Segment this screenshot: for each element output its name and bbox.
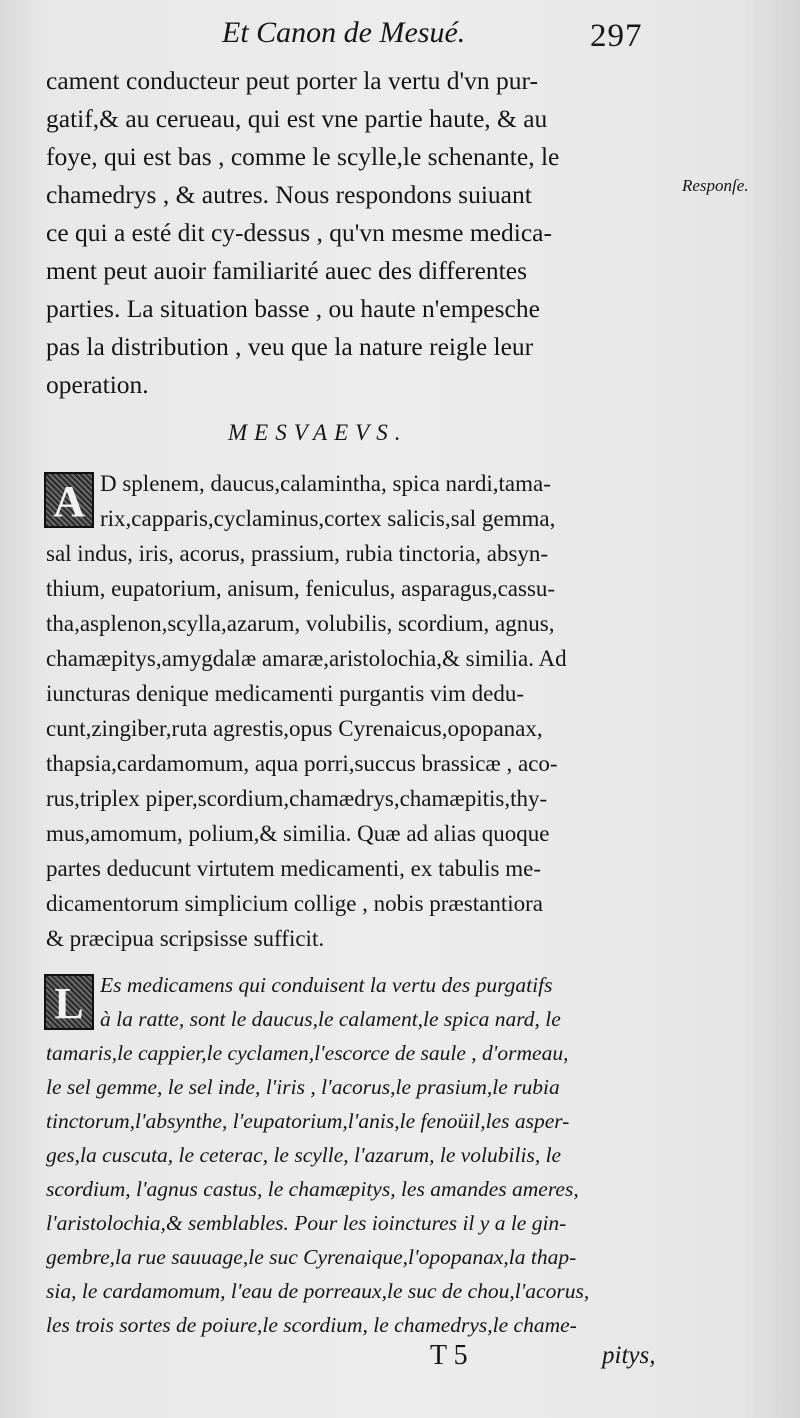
text-line: tha,asplenon,scylla,azarum, volubilis, scordium, agnus,: [46, 611, 555, 636]
page-number: 297: [590, 18, 643, 54]
text-line: chamedrys , & autres. Nous respondons suiuant: [46, 180, 532, 209]
text-line: sia, le cardamomum, l'eau de porreaux,le suc de chou,l'acorus,: [46, 1279, 590, 1303]
text-line: rix,capparis,cyclaminus,cortex salicis,sal gemma,: [100, 506, 556, 531]
text-line: gembre,la rue sauuage,le suc Cyrenaique,l'opopanax,la thap-: [46, 1245, 577, 1269]
decorated-initial: A: [44, 472, 94, 528]
text-line: parties. La situation basse , ou haute n'empesche: [46, 294, 540, 323]
running-title: Et Canon de Mesué.: [222, 16, 466, 49]
text-line: ce qui a esté dit cy-dessus , qu'vn mesme medica-: [46, 218, 552, 247]
running-head: [0, 10, 800, 60]
text-line: ges,la cuscuta, le ceterac, le scylle, l'azarum, le volubilis, le: [46, 1143, 562, 1167]
text-line: & præcipua scripsisse sufficit.: [46, 926, 325, 951]
text-line: chamæpitys,amygdalæ amaræ,aristolochia,& similia. Ad: [46, 646, 567, 671]
decorated-initial: L: [44, 974, 94, 1030]
latin-paragraph: [46, 466, 672, 956]
text-line: gatif,& au cerueau, qui est vne partie haute, & au: [46, 104, 548, 133]
page-footer: [0, 1340, 800, 1390]
text-line: tamaris,le cappier,le cyclamen,l'escorce de saule , d'ormeau,: [46, 1041, 569, 1065]
text-line: mus,amomum, polium,& similia. Quæ ad alias quoque: [46, 821, 550, 846]
text-line: operation.: [46, 370, 149, 399]
text-line: les trois sortes de poiure,le scordium, le chamedrys,le chame-: [46, 1313, 577, 1337]
text-line: scordium, l'agnus castus, le chamæpitys, les amandes ameres,: [46, 1177, 579, 1201]
text-line: cament conducteur peut porter la vertu d'vn pur-: [46, 66, 538, 95]
text-line: thium, eupatorium, anisum, feniculus, asparagus,cassu-: [46, 576, 556, 601]
text-line: à la ratte, sont le daucus,le calament,le spica nard, le: [100, 1007, 561, 1031]
text-line: sal indus, iris, acorus, prassium, rubia tinctoria, absyn-: [46, 541, 549, 566]
text-line: foye, qui est bas , comme le scylle,le schenante, le: [46, 142, 560, 171]
text-line: D splenem, daucus,calamintha, spica nardi,tama-: [100, 471, 551, 496]
text-line: dicamentorum simplicium collige , nobis præstantiora: [46, 891, 543, 916]
text-line: Es medicamens qui conduisent la vertu des purgatifs: [100, 973, 553, 997]
text-line: partes deducunt virtutem medicamenti, ex tabulis me-: [46, 856, 541, 881]
signature-mark: T 5: [430, 1340, 468, 1371]
text-line: tinctorum,l'absynthe, l'eupatorium,l'anis,le fenoüil,les asper-: [46, 1109, 570, 1133]
text-line: pas la distribution , veu que la nature reigle leur: [46, 332, 534, 361]
section-heading: MESVAEVS.: [228, 420, 408, 445]
text-line: iuncturas denique medicamenti purgantis vim dedu-: [46, 681, 524, 706]
text-line: le sel gemme, le sel inde, l'iris , l'acorus,le prasium,le rubia: [46, 1075, 560, 1099]
text-line: cunt,zingiber,ruta agrestis,opus Cyrenaicus,opopanax,: [46, 716, 543, 741]
text-line: l'aristolochia,& semblables. Pour les ioinctures il y a le gin-: [46, 1211, 567, 1235]
margin-note: Responſe.: [682, 176, 749, 195]
french-translation: [46, 968, 672, 1342]
french-paragraph-top: [46, 62, 672, 404]
text-line: thapsia,cardamomum, aqua porri,succus brassicæ , aco-: [46, 751, 558, 776]
catchword: pitys,: [602, 1342, 656, 1369]
text-line: ment peut auoir familiarité auec des differentes: [46, 256, 527, 285]
text-line: rus,triplex piper,scordium,chamædrys,chamæpitis,thy-: [46, 786, 548, 811]
